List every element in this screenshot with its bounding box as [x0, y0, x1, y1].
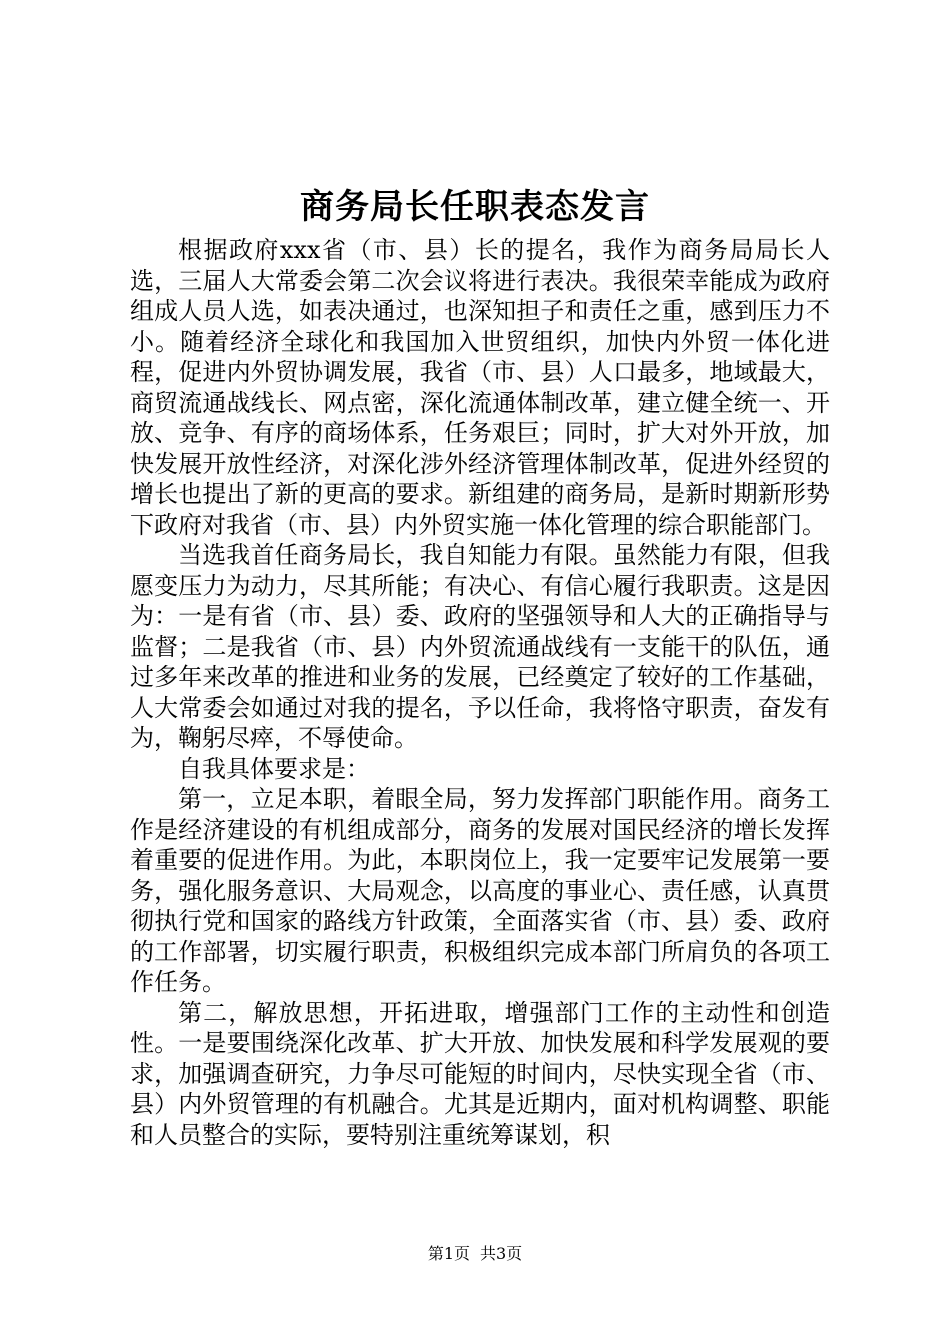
page-number-total: 共3页	[480, 1244, 523, 1263]
paragraph-2: 当选我首任商务局长，我自知能力有限。虽然能力有限，但我愿变压力为动力，尽其所能；有决心、有信心履行我职责。这是因为：一是有省（市、县）委、政府的坚强领导和人大的正确指导与监督；二是我省（市、县）内外贸流通战线有一支能干的队伍，通过多年来改革的推进和业务的发展，已经奠定了较好的工作基础，人大常委会如通过对我的提名，予以任命，我将恪守职责，奋发有为，鞠躬尽瘁，不辱使命。	[130, 541, 830, 752]
paragraph-5: 第二，解放思想，开拓进取，增强部门工作的主动性和创造性。一是要围绕深化改革、扩大开放、加快发展和科学发展观的要求，加强调查研究，力争尽可能短的时间内，尽快实现全省（市、县）内外贸管理的有机融合。尤其是近期内，面对机构调整、职能和人员整合的实际，要特别注重统筹谋划，积	[130, 998, 830, 1149]
page-footer	[0, 1243, 950, 1265]
paragraph-4: 第一，立足本职，着眼全局，努力发挥部门职能作用。商务工作是经济建设的有机组成部分，商务的发展对国民经济的增长发挥着重要的促进作用。为此，本职岗位上，我一定要牢记发展第一要务，强化服务意识、大局观念，以高度的事业心、责任感，认真贯彻执行党和国家的路线方针政策，全面落实省（市、县）委、政府的工作部署，切实履行职责，积极组织完成本部门所肩负的各项工作任务。	[130, 785, 830, 996]
paragraph-1: 根据政府xxx省（市、县）长的提名，我作为商务局局长人选，三届人大常委会第二次会议将进行表决。我很荣幸能成为政府组成人员人选，如表决通过，也深知担子和责任之重，感到压力不小。随着经济全球化和我国加入世贸组织，加快内外贸一体化进程，促进内外贸协调发展，我省（市、县）人口最多，地域最大，商贸流通战线长、网点密，深化流通体制改革，建立健全统一、开放、竞争、有序的商场体系，任务艰巨；同时，扩大对外开放，加快发展开放性经济，对深化涉外经济管理体制改革，促进外经贸的增长也提出了新的更高的要求。新组建的商务局，是新时期新形势下政府对我省（市、县）内外贸实施一体化管理的综合职能部门。	[130, 236, 830, 539]
document-title: 商务局长任职表态发言	[300, 187, 650, 227]
paragraph-3: 自我具体要求是：	[178, 754, 370, 783]
document-body	[130, 235, 830, 1150]
page-number-current: 第1页	[427, 1244, 470, 1263]
